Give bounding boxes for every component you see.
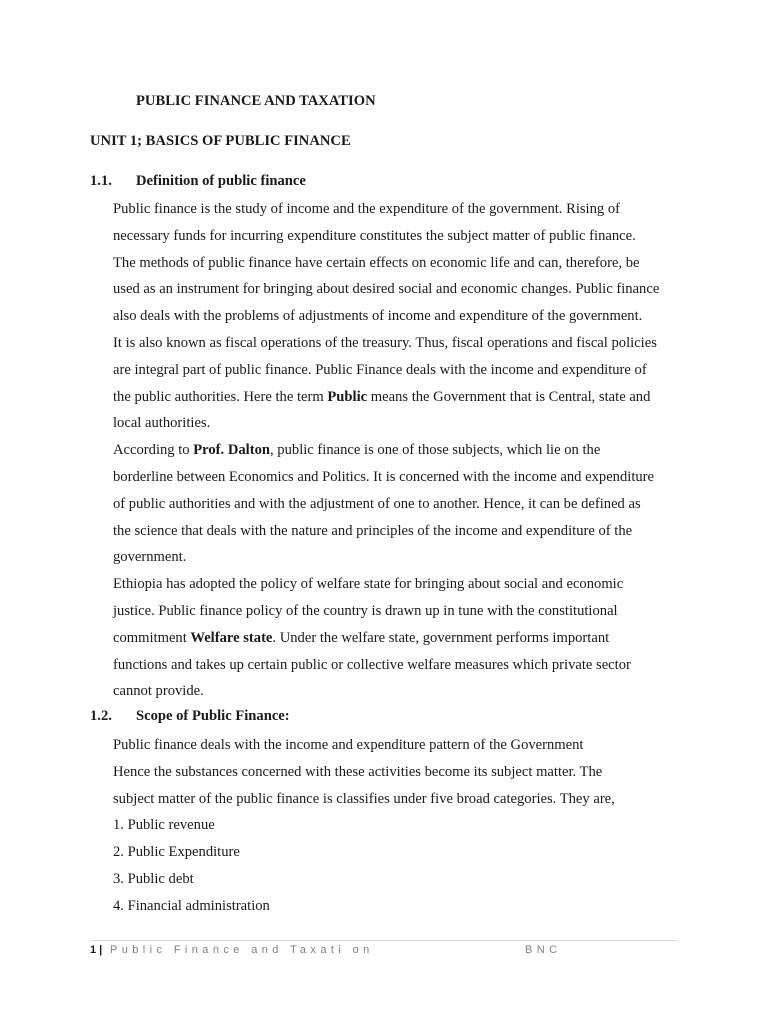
body-line: also deals with the problems of adjustments of income and expenditure of the government.: [113, 308, 643, 325]
page-footer: [90, 944, 678, 960]
body-line: 3. Public debt: [113, 870, 194, 887]
bold-term: Public: [327, 388, 368, 405]
bold-term: Prof. Dalton: [193, 442, 270, 459]
text-run: . Under the welfare state, government performs important: [272, 629, 610, 646]
body-line: are integral part of public finance. Public Finance deals with the income and expenditure of: [113, 361, 647, 378]
body-line: Public finance is the study of income and the expenditure of the government. Rising of: [113, 201, 621, 217]
document-title: PUBLIC FINANCE AND TAXATION: [136, 93, 376, 109]
section-1-2-body: [113, 735, 688, 923]
body-line: government.: [113, 549, 187, 566]
text-run: , public finance is one of those subjects, which lie on the: [270, 442, 601, 459]
text-run: According to: [113, 442, 194, 459]
page-number: 1 |: [90, 944, 103, 956]
body-line: functions and takes up certain public or collective welfare measures which private sector: [113, 656, 631, 673]
body-line: [113, 387, 688, 414]
body-line: borderline between Economics and Politics. It is concerned with the income and expenditure: [113, 468, 655, 485]
section-1-1-body: [113, 199, 688, 708]
body-line: local authorities.: [113, 415, 211, 432]
footer-title: Public Finance and Taxati on: [110, 944, 374, 956]
body-line: 4. Financial administration: [113, 897, 270, 914]
section-title: Scope of Public Finance:: [136, 708, 290, 724]
body-line: [113, 628, 688, 655]
section-title: Definition of public finance: [136, 173, 306, 189]
body-line: necessary funds for incurring expenditure constitutes the subject matter of public finance.: [113, 227, 636, 244]
body-line: [113, 440, 688, 467]
body-line: The methods of public finance have certain effects on economic life and can, therefore, be: [113, 254, 640, 271]
footer-divider: [90, 940, 678, 941]
body-line: subject matter of the public finance is classifies under five broad categories. They are,: [113, 790, 615, 807]
body-line: Ethiopia has adopted the policy of welfare state for bringing about social and economic: [113, 576, 624, 593]
body-line: justice. Public finance policy of the country is drawn up in tune with the constitutional: [113, 602, 618, 619]
text-run: means the Government that is Central, state and: [367, 388, 651, 405]
body-line: cannot provide.: [113, 683, 204, 700]
body-line: 2. Public Expenditure: [113, 844, 240, 861]
text-run: the public authorities. Here the term: [113, 388, 328, 405]
unit-heading: UNIT 1; BASICS OF PUBLIC FINANCE: [90, 133, 351, 149]
section-number: 1.2.: [90, 708, 112, 724]
body-line: Hence the substances concerned with these activities become its subject matter. The: [113, 763, 603, 780]
body-line: the science that deals with the nature and principles of the income and expenditure of the: [113, 522, 633, 539]
section-number: 1.1.: [90, 173, 112, 189]
text-run: commitment: [113, 629, 191, 646]
body-line: 1. Public revenue: [113, 817, 215, 834]
bold-term: Welfare state: [190, 629, 273, 646]
body-line: used as an instrument for bringing about desired social and economic changes. Public finance: [113, 281, 660, 298]
body-line: It is also known as fiscal operations of the treasury. Thus, fiscal operations and fiscal policies: [113, 334, 657, 351]
footer-tag: BNC: [525, 944, 562, 956]
body-line: Public finance deals with the income and expenditure pattern of the Government: [113, 737, 584, 753]
body-line: of public authorities and with the adjustment of one to another. Hence, it can be defined as: [113, 495, 641, 512]
